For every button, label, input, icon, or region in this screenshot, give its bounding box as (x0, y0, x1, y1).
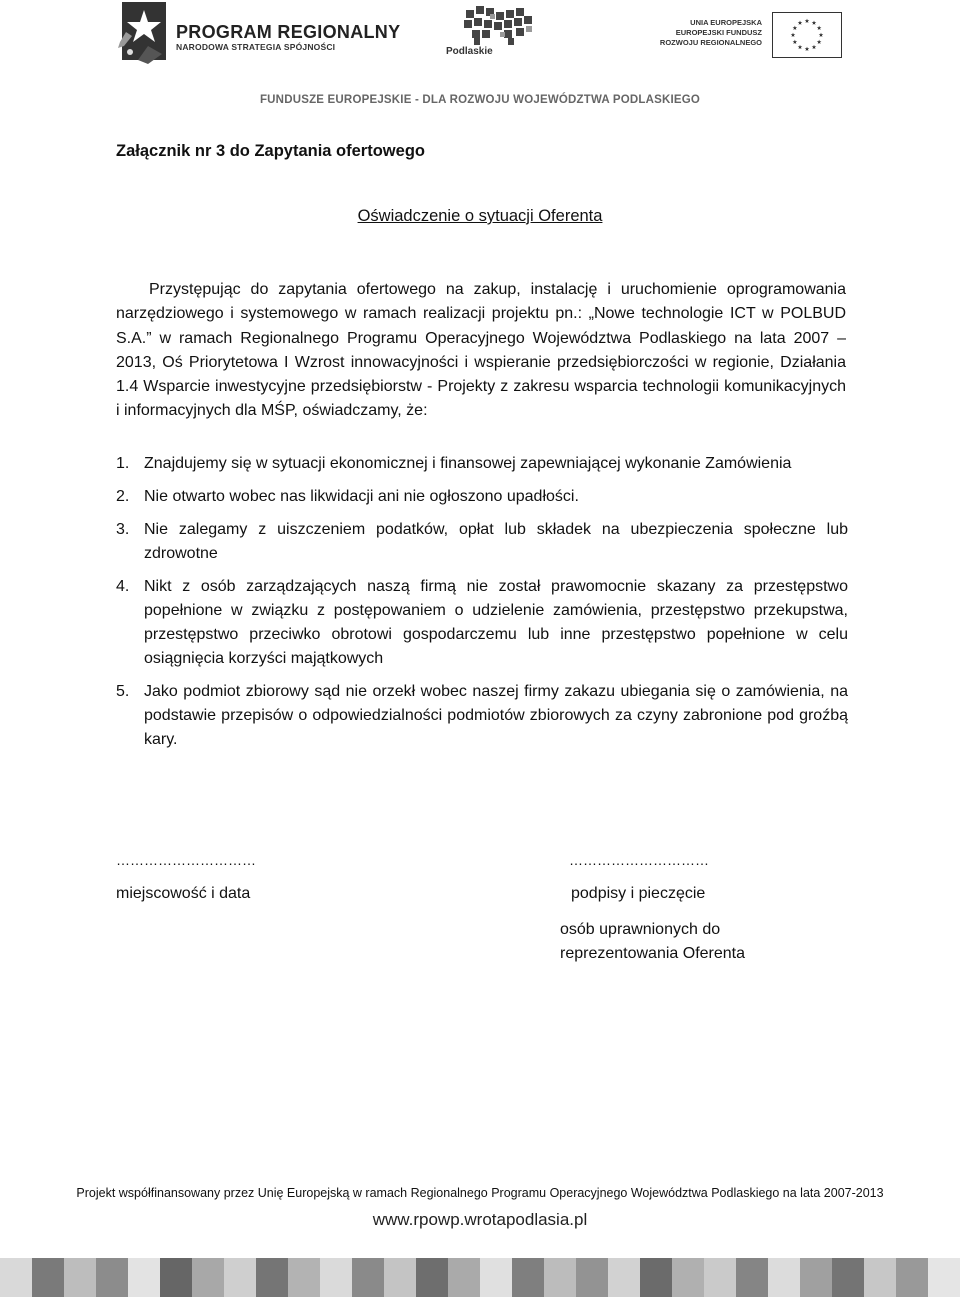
stripe-segment (288, 1258, 320, 1297)
stripe-segment (64, 1258, 96, 1297)
stripe-segment (416, 1258, 448, 1297)
stripe-segment (608, 1258, 640, 1297)
list-item-number: 3. (116, 521, 130, 538)
list-item-text: Znajdujemy się w sytuacji ekonomicznej i finansowej zapewniającej wykonanie Zamówienia (144, 455, 792, 472)
stripe-segment (896, 1258, 928, 1297)
header-tagline: FUNDUSZE EUROPEJSKIE - DLA ROZWOJU WOJEWÓDZTWA PODLASKIEGO (259, 94, 701, 106)
stripe-segment (320, 1258, 352, 1297)
stripe-segment (672, 1258, 704, 1297)
stripe-segment (544, 1258, 576, 1297)
eu-logo-line3: ROZWOJU REGIONALNEGO (659, 38, 762, 47)
list-item-text: Nikt z osób zarządzających naszą firmą nie został prawomocnie skazany za przestępstwo popełnione w związku z postępowaniem o udzielenie zamówienia, przestępstwo przekupstwa, przestępstwo przeciwko obrotowi gospodarczemu lub inne przestępstwo popełnione w celu osiągnięcia korzyści majątkowych (144, 578, 848, 667)
eu-logo-line2: EUROPEJSKI FUNDUSZ (675, 28, 762, 37)
stripe-segment (352, 1258, 384, 1297)
signatures-sublabel: osób uprawnionych do reprezentowania Oferenta (560, 921, 745, 962)
program-logo-subtitle: NARODOWA STRATEGIA SPÓJNOŚCI (176, 42, 336, 52)
stripe-segment (224, 1258, 256, 1297)
list-item-text: Nie otwarto wobec nas likwidacji ani nie ogłoszono upadłości. (144, 488, 579, 505)
stripe-segment (480, 1258, 512, 1297)
list-item (116, 575, 848, 671)
stripe-segment (736, 1258, 768, 1297)
program-regionalny-logo (118, 2, 401, 66)
stripe-segment (0, 1258, 32, 1297)
list-item-text: Nie zalegamy z uiszczeniem podatków, opłat lub składek na ubezpieczenia społeczne lub zdrowotne (144, 521, 848, 562)
stripe-segment (192, 1258, 224, 1297)
intro-paragraph: Przystępując do zapytania ofertowego na zakup, instalację i uruchomienie oprogramowania narzędziowego i systemowego w ramach realizacji projektu pn.: „Nowe technologie ICT w POLBUD S.A.” w ramach Regionalnego Programu Operacyjnego Województwa Podlaskiego na lata 2007 – 2013, Oś Priorytetowa I Wzrost innowacyjności i wspieranie przedsiębiorczości w regionie, Działania 1.4 Wsparcie inwestycyjne przedsiębiorstw - Projekty z zakresu wsparcia technologii komunikacyjnych i informacyjnych dla MŚP, oświadczamy, że: (116, 281, 846, 420)
program-logo-title: PROGRAM REGIONALNY (176, 22, 401, 42)
stripe-segment (384, 1258, 416, 1297)
place-date-dotted-line: ………………………… (116, 852, 256, 868)
star-emblem-icon (118, 2, 170, 64)
eu-logo (656, 10, 856, 60)
eu-logo-line1: UNIA EUROPEJSKA (690, 18, 762, 27)
stripe-segment (928, 1258, 960, 1297)
signature-dotted-line: ………………………… (569, 852, 709, 868)
annex-label: Załącznik nr 3 do Zapytania ofertowego (116, 142, 425, 160)
document-title: Oświadczenie o sytuacji Oferenta (357, 207, 603, 225)
list-item (116, 680, 848, 752)
eu-logo-text (656, 18, 762, 48)
podlaskie-label: Podlaskie (446, 46, 493, 57)
list-item-text: Jako podmiot zbiorowy sąd nie orzekł wobec naszej firmy zakazu ubiegania się o zamówienia, na podstawie przepisów o odpowiedzialności podmiotów zbiorowych za czyny zabronione pod groźbą kary. (144, 683, 848, 748)
list-item-number: 4. (116, 578, 130, 595)
list-item (116, 452, 848, 476)
list-item (116, 485, 848, 509)
bison-mosaic-icon (460, 4, 540, 46)
stripe-segment (128, 1258, 160, 1297)
footer-gray-stripe (0, 1258, 960, 1297)
place-date-label: miejscowość i data (116, 885, 251, 902)
eu-flag-icon (772, 12, 842, 58)
footer-url: www.rpowp.wrotapodlasia.pl (372, 1210, 588, 1229)
stripe-segment (800, 1258, 832, 1297)
stripe-segment (864, 1258, 896, 1297)
stripe-segment (96, 1258, 128, 1297)
stripe-segment (640, 1258, 672, 1297)
stripe-segment (512, 1258, 544, 1297)
stripe-segment (448, 1258, 480, 1297)
stripe-segment (576, 1258, 608, 1297)
stripe-segment (32, 1258, 64, 1297)
list-item (116, 518, 848, 566)
stripe-segment (160, 1258, 192, 1297)
list-item-number: 1. (116, 455, 130, 472)
stripe-segment (256, 1258, 288, 1297)
signatures-label: podpisy i pieczęcie (571, 885, 706, 902)
list-item-number: 2. (116, 488, 130, 505)
stripe-segment (768, 1258, 800, 1297)
stripe-segment (704, 1258, 736, 1297)
stripe-segment (832, 1258, 864, 1297)
cofinancing-note: Projekt współfinansowany przez Unię Europejską w ramach Regionalnego Programu Operacyjnego Województwa Podlaskiego na lata 2007-2013 (76, 1186, 884, 1200)
list-item-number: 5. (116, 683, 130, 700)
declarations-list (116, 452, 848, 761)
podlaskie-logo (440, 4, 550, 64)
